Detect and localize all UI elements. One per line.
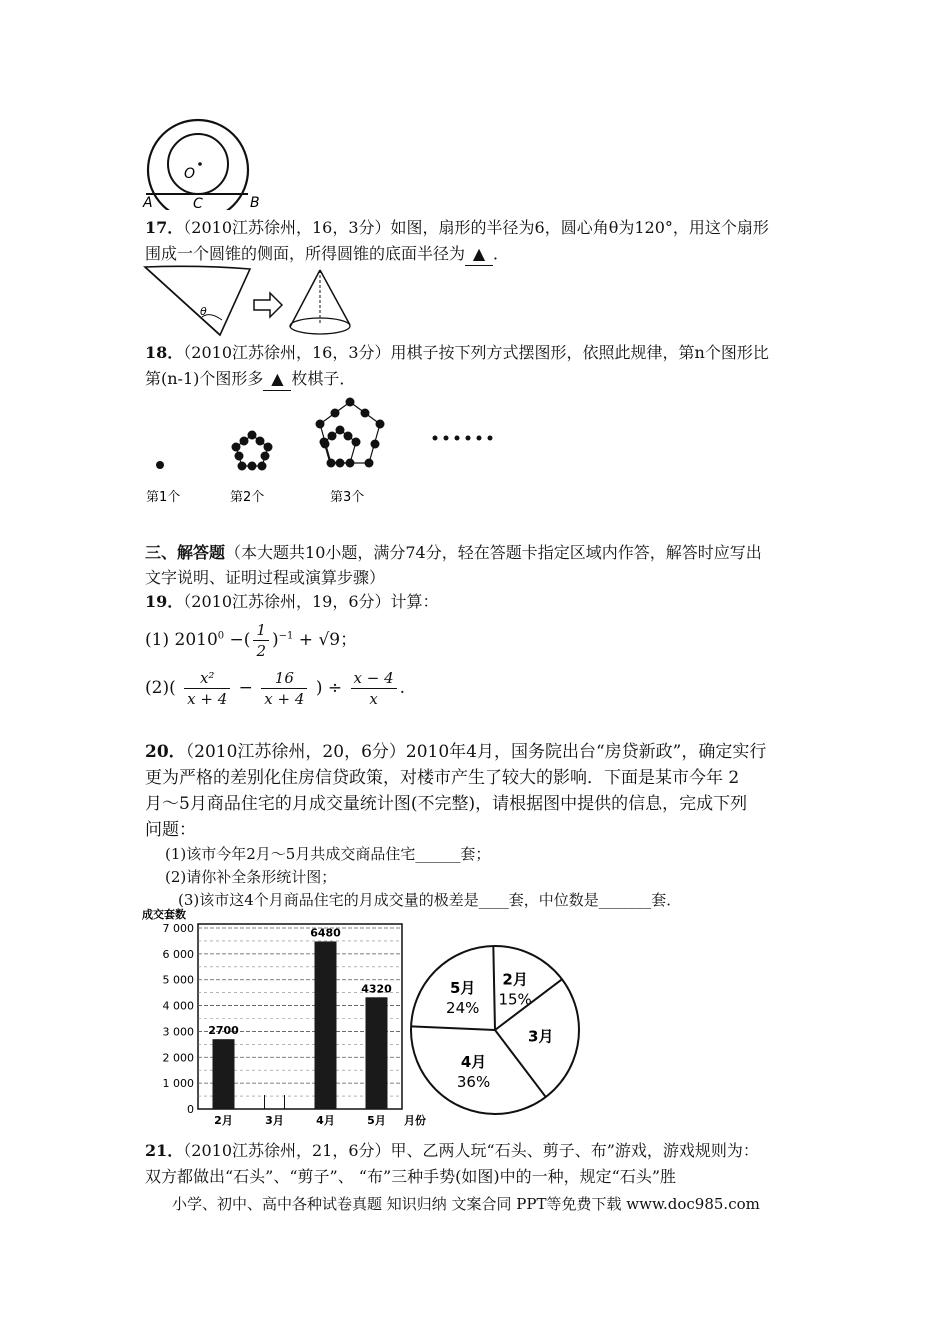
section3-line2: 文字说明、证明过程或演算步骤） <box>145 568 386 587</box>
caption-2: 第2个 <box>230 490 265 505</box>
y-tick-label: 7 000 <box>162 922 194 935</box>
label-C: C <box>193 196 203 210</box>
theta-label: θ <box>200 305 207 318</box>
label-O: O <box>184 166 196 182</box>
label-B: B <box>250 195 260 210</box>
section3-title: 三、解答题 <box>145 543 226 562</box>
page-footer: 小学、初中、高中各种试卷真题 知识归纳 文案合同 PPT等免费下载 www.doc985.com <box>172 1195 760 1213</box>
x-tick-label: 3月 <box>265 1114 284 1127</box>
pie-slice-label: 2月 <box>502 970 528 989</box>
y-tick-label: 2 000 <box>162 1051 194 1065</box>
sector-to-cone-figure <box>140 265 360 340</box>
bar-chart <box>140 906 430 1128</box>
q18-line1: 18．（2010江苏徐州，16，3分）用棋子按下列方式摆图形，依照此规律，第n个图形比 <box>145 343 769 362</box>
y-tick-label: 1 000 <box>162 1077 194 1091</box>
y-tick-label: 0 <box>187 1103 194 1116</box>
q20-number: 20 <box>145 742 169 762</box>
y-tick-label: 3 000 <box>162 1025 194 1039</box>
q19-part1: (1) 2010$^0$ −( $\frac{1}{2}$ )$^{-1}$ + √9； <box>145 621 358 660</box>
x-tick-label: 4月 <box>316 1114 335 1127</box>
pie-slice-percent: 36% <box>456 1072 491 1091</box>
answer-blank: ▲ <box>263 368 291 391</box>
fraction-x-minus-4: $\frac{x - 4}{x}$ <box>351 668 397 709</box>
q21-number: 21 <box>145 1141 168 1160</box>
pie-slice-label: 4月 <box>460 1052 487 1071</box>
caption-3: 第3个 <box>330 490 365 505</box>
q20-sub1: (1)该市今年2月～5月共成交商品住宅______套； <box>165 845 491 863</box>
label-A: A <box>143 195 153 210</box>
q20-sub2: (2)请你补全条形统计图； <box>165 868 337 886</box>
x-tick-label: 2月 <box>214 1114 233 1127</box>
q17-line2: 围成一个圆锥的侧面，所得圆锥的底面半径为 ▲ ． <box>145 243 509 266</box>
bar-data-label: 4320 <box>361 982 392 996</box>
q17-line1: 17．（2010江苏徐州，16，3分）如图，扇形的半径为6，圆心角θ为120°，用这个扇形 <box>145 218 769 237</box>
fraction-one-half: $\frac{1}{2}$ <box>253 620 269 661</box>
y-tick-label: 4 000 <box>162 999 194 1013</box>
q19-number: 19 <box>145 592 168 611</box>
q21-line1: 21．（2010江苏徐州，21，6分）甲、乙两人玩“石头、剪子、布”游戏，游戏规则为： <box>145 1141 759 1160</box>
q20-line4: 问题： <box>145 820 196 840</box>
y-tick-label: 6 000 <box>162 947 194 961</box>
q20-sub3: (3)该市这4个月商品住宅的月成交量的极差是____套，中位数是_______套． <box>178 891 682 909</box>
bar-data-label: 2700 <box>208 1024 239 1038</box>
bar-5月 <box>366 997 388 1109</box>
q20-line2: 更为严格的差别化住房信贷政策，对楼市产生了较大的影响．下面是某市今年 2 <box>145 768 740 788</box>
caption-1: 第1个 <box>146 490 181 505</box>
pie-slice-percent: 15% <box>498 990 532 1009</box>
bar-data-label: 6480 <box>310 926 341 940</box>
pentagon-pattern-figure <box>140 390 505 510</box>
q21-line2: 双方都做出“石头”、“剪子”、 “布”三种手势(如图)中的一种，规定“石头”胜 <box>145 1167 677 1186</box>
pie-slice-percent: 24% <box>446 998 480 1017</box>
q20-line3: 月～5月商品住宅的月成交量统计图(不完整)，请根据图中提供的信息，完成下列 <box>145 794 748 814</box>
y-tick-label: 5 000 <box>162 973 194 987</box>
answer-blank: ▲ <box>465 243 493 266</box>
pie-slice-label: 5月 <box>449 978 476 997</box>
bar-2月 <box>213 1039 235 1109</box>
y-axis-label: 成交套数 <box>142 908 186 921</box>
q20-line1: 20．（2010江苏徐州，20，6分）2010年4月，国务院出台“房贷新政”，确定实行 <box>145 742 767 762</box>
q18-number: 18 <box>145 343 168 362</box>
q18-line2: 第(n-1)个图形多 ▲ 枚棋子． <box>145 368 355 391</box>
q17-number: 17 <box>145 218 168 237</box>
bar-4月 <box>315 941 337 1109</box>
pie-slice-label: 3月 <box>528 1027 554 1046</box>
fraction-16: $\frac{16}{x + 4}$ <box>261 668 307 709</box>
fraction-x2: $\frac{\text{x²}}{x + 4}$ <box>184 668 230 709</box>
pie-chart <box>405 940 585 1120</box>
q19-part2: (2)( $\frac{\text{x²}}{x + 4}$ − $\frac{16}{x + 4}$ ) ÷ $\frac{x - 4}{x}$ . <box>145 669 406 708</box>
q19-line1: 19．（2010江苏徐州，19，6分）计算： <box>145 592 439 611</box>
section3-line1: 三、解答题（本大题共10小题，满分74分，轻在答题卡指定区域内作答，解答时应写出 <box>145 543 762 562</box>
x-tick-label: 5月 <box>367 1114 386 1127</box>
x-axis-label: 月份 <box>404 1114 426 1127</box>
concentric-circles-figure <box>140 118 270 210</box>
